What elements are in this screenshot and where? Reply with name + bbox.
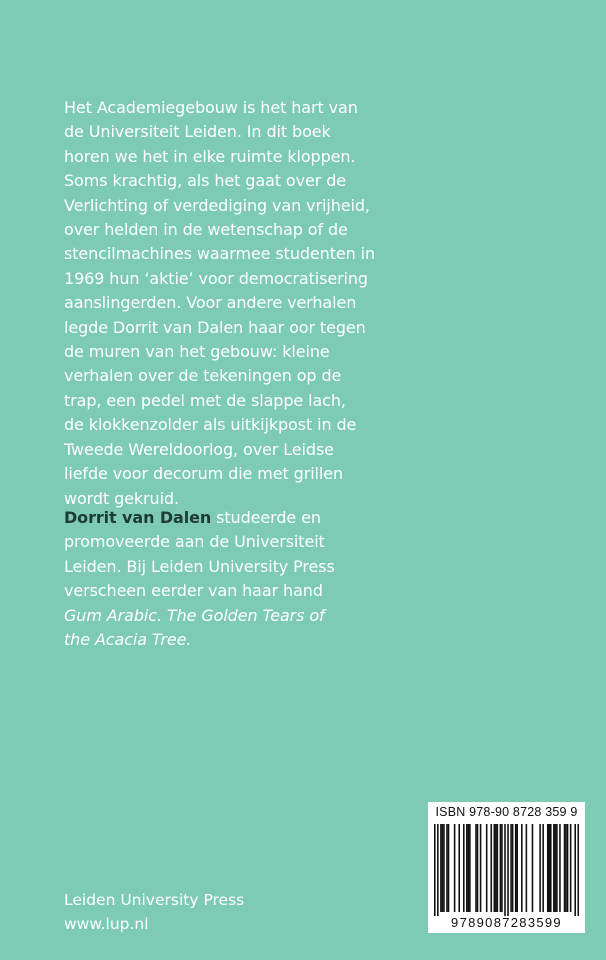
barcode-bar (564, 824, 566, 912)
barcode-bar (446, 824, 448, 912)
barcode-bar (553, 824, 555, 912)
barcode-digits: 9789087283599 (451, 915, 562, 930)
barcode-bar (510, 824, 512, 912)
isbn-label: ISBN 978-90 8728 359 9 (435, 805, 578, 819)
barcode-bar (475, 824, 477, 912)
barcode-bar (550, 824, 552, 912)
barcode (428, 802, 585, 933)
barcode-bar (565, 824, 567, 912)
barcode-bar (437, 824, 439, 916)
blurb-line: Soms krachtig, als het gaat over de (64, 171, 346, 191)
previous-book-title: the Acacia Tree. (64, 630, 192, 650)
blurb-line: Tweede Wereldoorlog, over Leidse (64, 439, 334, 459)
barcode-bar (448, 824, 450, 912)
previous-book-title: Gum Arabic. The Golden Tears of (64, 605, 325, 625)
barcode-bar (490, 824, 492, 912)
author-name: Dorrit van Dalen (64, 508, 212, 527)
barcode-bar (574, 824, 576, 916)
barcode-bar (521, 824, 523, 912)
barcode-bar (516, 824, 518, 912)
barcode-bar (486, 824, 488, 912)
barcode-bar (501, 824, 503, 912)
blurb-line: Verlichting of verdediging van vrijheid, (64, 195, 370, 215)
bio-line: promoveerde aan de Universiteit (64, 532, 325, 552)
bio-line: Leiden. Bij Leiden University Press (64, 556, 335, 576)
barcode-bar (458, 824, 460, 912)
barcode-bar (463, 824, 465, 912)
bio-line: verscheen eerder van haar hand (64, 581, 323, 601)
barcode-bar (443, 824, 445, 912)
blurb-line: trap, een pedel met de slappe lach, (64, 390, 346, 410)
author-bio (64, 506, 364, 652)
barcode-bar (495, 824, 497, 912)
barcode-bar (556, 824, 558, 912)
barcode-bar (559, 824, 561, 912)
blurb-line: de klokkenzolder als uitkijkpost in de (64, 415, 357, 435)
barcode-bar (512, 824, 514, 912)
blurb-line: verhalen over de tekeningen op de (64, 366, 342, 386)
barcode-bar (515, 824, 517, 912)
bio-line (64, 506, 364, 530)
barcode-bar (567, 824, 569, 912)
blurb-line: liefde voor decorum die met grillen (64, 464, 344, 484)
publisher-block (64, 888, 244, 936)
barcode-bar (532, 824, 534, 912)
blurb-line: de Universiteit Leiden. In dit boek (64, 122, 331, 142)
barcode-bar (539, 824, 541, 912)
barcode-bar (526, 824, 528, 912)
bio-text: studeerde en (211, 508, 321, 527)
barcode-bar (434, 824, 436, 916)
barcode-bar (547, 824, 549, 912)
barcode-bar (507, 824, 509, 916)
barcode-bar (480, 824, 482, 912)
blurb-line: Het Academiegebouw is het hart van (64, 98, 358, 117)
barcode-bar (454, 824, 456, 912)
blurb-line: wordt gekruid. (64, 488, 179, 508)
blurb-line: 1969 hun ‘aktie’ voor democratisering (64, 268, 368, 288)
barcode-bar (555, 824, 557, 912)
blurb-line: horen we het in elke ruimte kloppen. (64, 146, 356, 166)
blurb-line: aanslingerden. Voor andere verhalen (64, 293, 357, 313)
blurb-line: legde Dorrit van Dalen haar oor tegen (64, 317, 366, 337)
barcode-bar (466, 824, 468, 912)
blurb-line: stencilmachines waarmee studenten in (64, 244, 376, 264)
blurb-line: over helden in de wetenschap of de (64, 220, 348, 240)
barcode-bar (442, 824, 444, 912)
barcode-bar (497, 824, 499, 912)
barcode-bar (542, 824, 544, 912)
blurb-line: de muren van het gebouw: kleine (64, 342, 330, 362)
barcode-bar (500, 824, 502, 912)
barcode-bar (468, 824, 470, 912)
barcode-bar (469, 824, 471, 912)
publisher-url: www.lup.nl (64, 915, 149, 933)
barcode-bar (504, 824, 506, 916)
barcode-bar (570, 824, 572, 912)
barcode-bar (577, 824, 579, 916)
barcode-bars (434, 824, 579, 916)
barcode-bar (548, 824, 550, 912)
barcode-bar (477, 824, 479, 912)
barcode-bar (440, 824, 442, 912)
barcode-bar (494, 824, 496, 912)
publisher-name: Leiden University Press (64, 891, 245, 909)
blurb-text (64, 96, 376, 511)
